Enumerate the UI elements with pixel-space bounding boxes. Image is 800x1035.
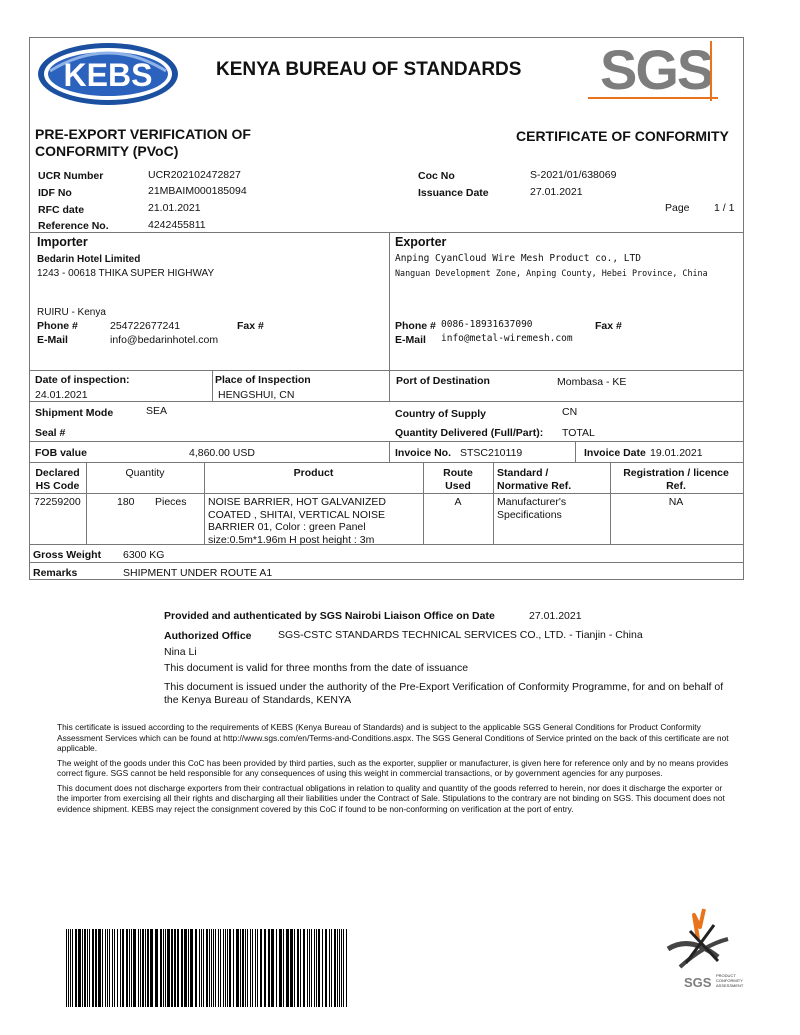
inspection-place: HENGSHUI, CN [218,389,295,401]
sgs-logo [598,38,718,101]
divider-shipment [29,441,743,442]
exporter-heading: Exporter [395,235,447,249]
barcode-bar [276,929,277,1007]
divider-inspection [29,401,743,402]
kebs-logo [36,41,180,107]
col-quantity-header: Quantity [125,467,165,479]
barcode-bar [129,929,130,1007]
ref-label: Reference No. [38,220,109,232]
sgs-sideline [710,41,712,101]
exporter-phone-label: Phone # [395,320,436,332]
barcode-bar [286,929,289,1007]
page-value: 1 / 1 [714,202,735,214]
barcode [66,929,350,1007]
vdiv-fob [389,441,390,462]
barcode-bar [167,929,170,1007]
row-hs-code: 72259200 [34,496,81,508]
row-quantity: 180 [117,496,135,508]
fob-value: 4,860.00 USD [189,447,255,459]
exporter-phone: 0086-18931637090 [441,319,533,330]
barcode-bar [89,929,90,1007]
provided-date: 27.01.2021 [529,610,582,622]
barcode-bar [155,929,158,1007]
barcode-bar [215,929,216,1007]
barcode-bar [283,929,284,1007]
exporter-email: info@metal-wiremesh.com [441,333,573,344]
port-value: Mombasa - KE [557,376,627,388]
importer-name: Bedarin Hotel Limited [37,254,141,265]
ucr-value: UCR202102472827 [148,169,241,181]
barcode-bar [131,929,132,1007]
barcode-bar [264,929,266,1007]
barcode-bar [160,929,162,1007]
row-unit: Pieces [155,496,187,508]
port-label: Port of Destination [396,375,490,387]
barcode-bar [206,929,208,1007]
exporter-address: Nanguan Development Zone, Anping County, Hebei Province, China [395,268,708,278]
header-title: KENYA BUREAU OF STANDARDS [216,59,522,80]
sgs-underline [588,97,718,99]
fine-print [57,722,735,814]
fob-label: FOB value [35,447,87,459]
vdiv-inspection-1 [212,370,213,401]
barcode-bar [75,929,77,1007]
barcode-bar [68,929,69,1007]
coc-value: S-2021/01/638069 [530,169,617,181]
divider-table-header [29,493,743,494]
col-route-header: Route Used [443,467,473,492]
vdiv-parties [389,232,390,370]
kebs-logo-text: KEBS [63,57,153,93]
qty-delivered-value: TOTAL [562,427,595,439]
barcode-bar [203,929,204,1007]
barcode-bar [105,929,106,1007]
row-registration: NA [668,496,684,508]
invoice-date-label: Invoice Date [584,447,646,459]
barcode-bar [242,929,244,1007]
barcode-bar [188,929,189,1007]
importer-address-2: RUIRU - Kenya [37,307,106,318]
barcode-bar [240,929,241,1007]
barcode-bar [174,929,176,1007]
barcode-bar [165,929,166,1007]
seal-line-1: PRODUCT [716,973,736,978]
vdiv-table-4 [493,462,494,544]
barcode-bar [163,929,164,1007]
barcode-bar [209,929,210,1007]
importer-email-label: E-Mail [37,334,68,346]
barcode-bar [236,929,239,1007]
barcode-bar [190,929,193,1007]
coc-label: Coc No [418,170,455,182]
sgs-logo-text: SGS [600,38,713,101]
vdiv-inspection-2 [389,370,390,401]
col-hs-header: Declared HS Code [35,467,80,492]
barcode-bar [145,929,146,1007]
barcode-bar [138,929,139,1007]
ucr-label: UCR Number [38,170,104,182]
country-label: Country of Supply [395,408,486,420]
barcode-bar [140,929,141,1007]
country-value: CN [562,406,578,418]
barcode-bar [225,929,226,1007]
barcode-bar [109,929,110,1007]
page-label: Page [665,202,690,214]
coc-title: CERTIFICATE OF CONFORMITY [516,128,729,144]
barcode-bar [122,929,124,1007]
gross-weight-value: 6300 KG [123,549,165,561]
barcode-bar [117,929,118,1007]
barcode-bar [271,929,274,1007]
barcode-bar [177,929,179,1007]
inspection-date: 24.01.2021 [35,389,88,401]
issuance-label: Issuance Date [418,187,489,199]
provided-text: Provided and authenticated by SGS Nairobi Liaison Office on Date [164,610,495,622]
barcode-bar [300,929,301,1007]
barcode-bar [279,929,282,1007]
row-product: NOISE BARRIER, HOT GALVANIZED COATED , SHITAI, VERTICAL NOISE BARRIER 01, Color : green Panel size:0.5m*1.96m H post height : 3m [208,496,386,546]
barcode-bar [334,929,336,1007]
barcode-bar [181,929,183,1007]
barcode-bar [316,929,317,1007]
barcode-bar [211,929,212,1007]
barcode-bar [268,929,270,1007]
ref-value: 4242455811 [148,219,206,231]
exporter-email-label: E-Mail [395,334,426,346]
barcode-bar [70,929,71,1007]
invoice-date: 19.01.2021 [650,447,703,459]
shipment-mode: SEA [146,405,168,417]
vdiv-invoice [575,441,576,462]
barcode-bar [343,929,344,1007]
gross-weight-label: Gross Weight [33,549,102,561]
barcode-bar [102,929,103,1007]
sgs-conformity-seal [660,905,748,1005]
barcode-bar [329,929,330,1007]
barcode-bar [199,929,200,1007]
issuance-value: 27.01.2021 [530,186,583,198]
barcode-bar [213,929,214,1007]
barcode-bar [98,929,101,1007]
exporter-name: Anping CyanCloud Wire Mesh Product co., LTD [395,253,641,264]
divider-weight [29,562,743,563]
col-registration-header: Registration / licence Ref. [623,467,729,492]
barcode-bar [337,929,338,1007]
row-route: A [454,496,462,508]
barcode-bar [331,929,332,1007]
barcode-bar [309,929,310,1007]
divider-fob [29,462,743,463]
validity-text: This document is valid for three months from the date of issuance [164,662,469,674]
barcode-bar [218,929,219,1007]
barcode-bar [346,929,347,1007]
barcode-bar [229,929,231,1007]
rfc-value: 21.01.2021 [148,202,201,214]
seal-brand: SGS [684,975,712,990]
shipment-mode-label: Shipment Mode [35,407,114,419]
invoice-value: STSC210119 [460,447,523,459]
barcode-bar [87,929,88,1007]
barcode-bar [95,929,97,1007]
barcode-bar [314,929,315,1007]
barcode-bar [92,929,94,1007]
barcode-bar [72,929,73,1007]
barcode-bar [112,929,113,1007]
importer-phone-label: Phone # [37,320,78,332]
barcode-bar [220,929,221,1007]
authorized-office-label: Authorized Office [164,630,252,642]
barcode-bar [84,929,86,1007]
barcode-bar [260,929,262,1007]
barcode-bar [294,929,295,1007]
invoice-label: Invoice No. [395,447,452,459]
barcode-bar [184,929,187,1007]
rfc-label: RFC date [38,204,85,216]
idf-label: IDF No [38,187,72,199]
qty-delivered-label: Quantity Delivered (Full/Part): [395,427,544,439]
col-product-header: Product [293,467,334,479]
signer-name: Nina Li [164,646,197,658]
barcode-bar [227,929,228,1007]
barcode-bar [171,929,173,1007]
importer-heading: Importer [37,235,88,249]
row-standard: Manufacturer's Specifications [497,496,567,521]
divider-ids [29,232,743,233]
divider-table-body [29,544,743,545]
idf-value: 21MBAIM000185094 [148,185,247,197]
exporter-fax-label: Fax # [595,320,622,332]
importer-address-1: 1243 - 00618 THIKA SUPER HIGHWAY [37,268,215,279]
barcode-bar [195,929,197,1007]
barcode-bar [325,929,327,1007]
barcode-bar [307,929,308,1007]
barcode-bar [252,929,253,1007]
barcode-bar [257,929,258,1007]
remarks-label: Remarks [33,567,78,579]
barcode-bar [303,929,305,1007]
barcode-bar [250,929,251,1007]
barcode-bar [142,929,144,1007]
barcode-bar [339,929,340,1007]
barcode-bar [147,929,149,1007]
barcode-bar [297,929,299,1007]
seal-line-2: CONFORMITY [716,978,743,983]
barcode-bar [247,929,248,1007]
divider-parties [29,370,743,371]
barcode-bar [255,929,256,1007]
barcode-bar [78,929,81,1007]
remarks-value: SHIPMENT UNDER ROUTE A1 [123,567,273,579]
barcode-bar [322,929,323,1007]
barcode-bar [201,929,202,1007]
barcode-bar [107,929,108,1007]
importer-email: info@bedarinhotel.com [110,334,219,346]
barcode-bar [133,929,136,1007]
barcode-bar [120,929,121,1007]
seal-label: Seal # [35,427,66,439]
fine-print-3: This document does not discharge exporters from their contractual obligations in relation to quality and quantity of the goods referred to herein, nor does it discharge the exporter or the importer from exercising all their rights and discharging all their liabilities under the Contract of Sale. Stipulations to the contrary are not binding on SGS. This document does not evidence shipment. KEBS may reject the consignment covered by this CoC if found to be non-conforming on verification at the port of entry. [57,782,725,814]
importer-phone: 254722677241 [110,320,181,332]
pvoc-title: PRE-EXPORT VERIFICATION OF CONFORMITY (PVoC) [35,126,251,159]
barcode-bar [233,929,234,1007]
barcode-bar [341,929,342,1007]
barcode-bar [82,929,83,1007]
inspection-place-label: Place of Inspection [215,374,311,386]
fine-print-2: The weight of the goods under this CoC has been provided by third parties, such as the exporter, supplier or manufacturer, is given here for reference only and by no means provides correct figure. SGS cannot be held responsible for any consequences of using this weight in commercial transactions, or by government agencies for any purposes. [57,757,729,778]
authorized-office: SGS-CSTC STANDARDS TECHNICAL SERVICES CO., LTD. - Tianjin - China [278,629,643,641]
barcode-bar [290,929,293,1007]
barcode-bar [318,929,320,1007]
barcode-bar [66,929,67,1007]
inspection-date-label: Date of inspection: [35,374,130,386]
barcode-bar [311,929,312,1007]
fine-print-1: This certificate is issued according to the requirements of KEBS (Kenya Bureau of Standards) and is subject to the applicable SGS General Conditions for Product Conformity Assessment Services which can be found at http://www.sgs.com/en/Terms-and-Conditions.aspx. The SGS General Conditions of Service printed on the back of this certificate are not applicable. [57,722,729,753]
barcode-bar [150,929,153,1007]
barcode-bar [245,929,246,1007]
authority-text: This document is issued under the authority of the Pre-Export Verification of Conformity Programme, for and on behalf of the Kenya Bureau of Standards, KENYA [164,681,724,706]
seal-line-3: ASSESSMENT [716,983,744,988]
barcode-bar [126,929,128,1007]
barcode-bar [223,929,224,1007]
importer-fax-label: Fax # [237,320,264,332]
barcode-bar [114,929,115,1007]
col-standard-header: Standard / Normative Ref. [497,467,572,492]
